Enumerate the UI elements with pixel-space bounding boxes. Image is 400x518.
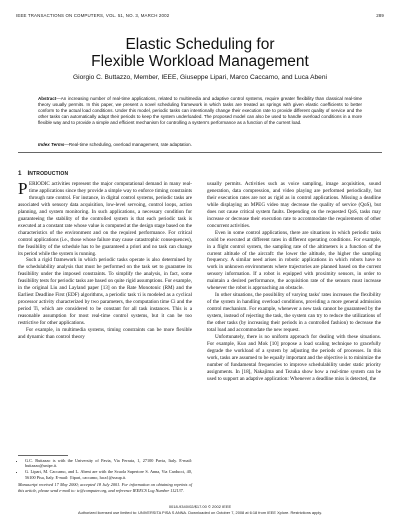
index-terms <box>38 142 362 148</box>
abstract-text: —An increasing number of real-time applications, related to multimedia and adaptive control systems, require greater flexibility than classical real-time theory usually permits. In this paper, we present a novel scheduling framework in which tasks are treated as springs with given elastic coefficients to better conform to the actual load conditions. Under this model, periodic tasks can intentionally change their execution rate to provide different quality of service and the other tasks can automatically adapt their periods to keep the system underloaded. The proposed model can also be used to handle overload conditions in a more flexible way and to provide a simple and efficient mechanism for controlling a system's performance as a function of the current load. <box>38 96 362 125</box>
body-paragraph: In other situations, the possibility of varying tasks' rates increases the flexibility of the system in handling overload conditions, providing a more general admission control mechanism. For example, whenever a new task cannot be guaranteed by the system, instead of rejecting the task, the system can try to reduce the utilizations of the other tasks (by increasing their periods in a controlled fashion) to decrease the total load and accommodate the new request. <box>207 292 381 334</box>
body-paragraph: Even in some control applications, there are situations in which periodic tasks could be executed at different rates in different operating conditions. For example, in a flight control system, the sampling rate of the altimeters is a function of the current altitude of the aircraft: the lower the altitude, the higher the sampling frequency. A similar need arises in robotic applications in which robots have to work in unknown environments where trajectories are planned based on the current sensory information. If a robot is equipped with proximity sensors, in order to maintain a desired performance, the acquisition rate of the sensors must increase whenever the robot is approaching an obstacle. <box>207 229 381 292</box>
title-line-1: Elastic Scheduling for <box>125 36 275 53</box>
abstract-divider <box>18 152 382 153</box>
affiliation-item: • G.C. Buttazzo is with the University of Pavia, Via Ferrata, 1, 27100 Pavia, Italy. E-mail: buttazzo@unipv.it. <box>25 458 192 469</box>
body-paragraph: Such a rigid framework in which periodic tasks operate is also determined by the schedulability analysis that must be performed on the task set to guarantee its feasibility under the imposed constraints. To simplify the analysis, in fact, some feasibility tests for periodic tasks are based on quite rigid assumptions. For example, in the original Liu and Layland paper [13] on the Rate Monotonic (RM) and the Earliest Deadline First (EDF) algorithms, a periodic task τi is modeled as a cyclical processor activity characterized by two parameters, the computation time Ci and the period Ti, which are considered to be constant for all task instances. This is a reasonable assumption for most real-time control systems, but it can be too restrictive for other applications. <box>18 257 192 327</box>
license-line: Authorized licensed use limited to: UNIVERSITA PISA S ANNA. Downloaded on October 7, 2008 at 6:18 from IEEE Xplore. Restrictions apply. <box>77 510 322 515</box>
section-heading <box>18 170 68 177</box>
paper-title <box>0 36 400 70</box>
affiliation-list <box>18 458 192 480</box>
body-paragraph: For example, in multimedia systems, timing constraints can be more flexible and dynamic than control theory <box>18 327 192 340</box>
right-column <box>207 181 381 501</box>
abstract <box>38 96 362 126</box>
abstract-label: Abstract <box>38 96 57 101</box>
page-number: 289 <box>376 13 384 18</box>
index-terms-text: —Real-time scheduling, overload management, rate adaptation. <box>64 142 192 147</box>
footnotes <box>18 458 192 493</box>
index-terms-label: Index Terms <box>38 142 65 147</box>
footnote-divider <box>18 455 68 456</box>
author-list: Giorgio C. Buttazzo, Member, IEEE, Giuseppe Lipari, Marco Caccamo, and Luca Abeni <box>73 74 327 81</box>
affiliation-item: • G. Lipari, M. Caccamo, and L. Abeni are with the Scuola Superiore S. Anna, Via Carducci, 40, 56100 Pisa, Italy. E-mail: {lipari, caccamo, luca}@sssup.it. <box>25 469 192 480</box>
section-number: 1 <box>18 170 22 177</box>
drop-cap: P <box>18 181 28 198</box>
copyright-line: 0018-9340/02/$17.00 © 2002 IEEE <box>168 504 232 509</box>
running-head <box>16 13 384 18</box>
section-title-initial: I <box>27 170 30 177</box>
title-line-2: Flexible Workload Management <box>91 53 309 70</box>
section-title-rest: NTRODUCTION <box>29 171 69 177</box>
paragraph-text: ERIODIC activities represent the major computational demand in many real-time applications since they provide a simple way to enforce timing constraints through rate control. For instance, in digital control systems, periodic tasks are associated with sensory data acquisition, low-level servoing, control loops, action planning, and system monitoring. In such applications, a necessary condition for guaranteeing the stability of the controlled system is that each periodic task is executed at a constant rate whose value is computed at the design stage based on the characteristics of the environment and on the required performance. For critical control applications (i.e., those whose failure may cause catastrophic consequences), the feasibility of the schedule has to be guaranteed a priori and no task can change its period while the system is running. <box>18 181 192 257</box>
manuscript-note: Manuscript received 17 May 2000; accepted 18 July 2001. For information on obtaining reprints of this article, please send e-mail to: tc@computer.org, and reference IEEECS Log Number 112137. <box>18 482 192 493</box>
body-paragraph: usually permits. Activities such as voice sampling, image acquisition, sound generation, data compression, and video playing are performed periodically, but their execution rates are not as rigid as in control applications. Missing a deadline while displaying an MPEG video may decrease the quality of service (QoS), but does not cause critical system faults. Depending on the requested QoS, tasks may increase or decrease their execution rate to accommodate the requirements of other concurrent activities. <box>207 181 381 229</box>
body-paragraph <box>18 181 192 257</box>
journal-info: IEEE TRANSACTIONS ON COMPUTERS, VOL. 51, NO. 3, MARCH 2002 <box>16 13 170 18</box>
body-paragraph: Unfortunately, there is no uniform approach for dealing with these situations. For example, Kuo and Mok [10] propose a load scaling technique to gracefully degrade the workload of a system by adjusting the periods of processes. In this work, tasks are assumed to be equally important and the objective is to minimize the number of fundamental frequencies to improve schedulability under static priority assignments. In [18], Nakajima and Tezuka show how a real-time system can be used to support an adaptive application: Whenever a deadline miss is detected, the <box>207 333 381 382</box>
left-column <box>18 181 192 451</box>
